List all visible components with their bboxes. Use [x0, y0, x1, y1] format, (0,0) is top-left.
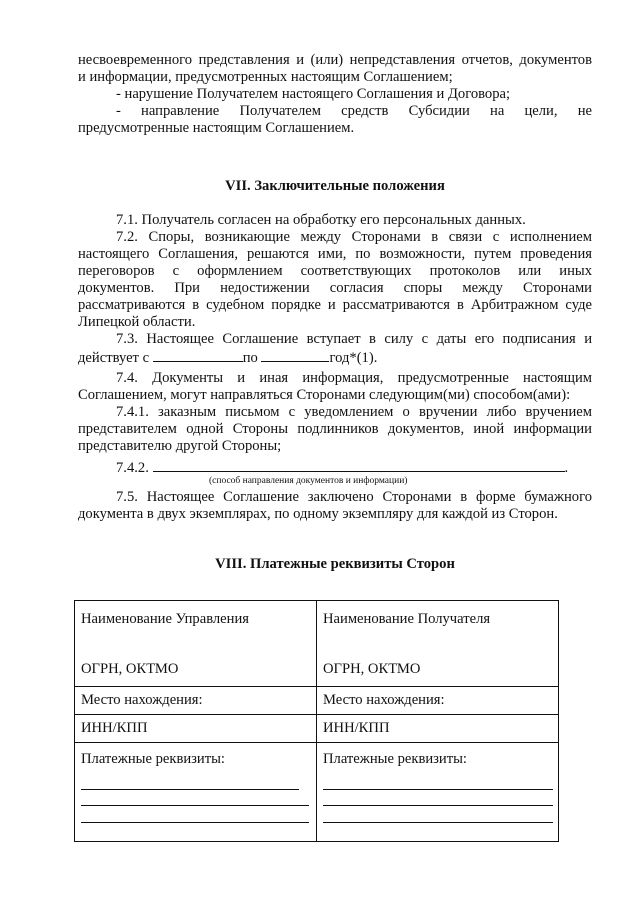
intro-paragraph-line: и информации, предусмотренных настоящим Соглашением; [78, 69, 453, 85]
table-cell-right-location [317, 687, 559, 715]
left-inn-label: ИНН/КПП [81, 720, 148, 736]
right-payment-line [323, 805, 553, 806]
table-row [75, 743, 559, 842]
table-cell-right-inn [317, 715, 559, 743]
clause-7-4-1-line: 7.4.1. заказным письмом с уведомлением о вручении либо вручением [116, 404, 592, 420]
right-payment-line [323, 789, 553, 790]
left-location-label: Место нахождения: [81, 692, 203, 708]
table-row [75, 687, 559, 715]
clause-7-3-suffix: год*(1). [329, 350, 378, 366]
right-payment-line [323, 822, 553, 823]
left-payment-line [81, 822, 309, 823]
table-cell-left-name [75, 601, 317, 687]
method-caption: (способ направления документов и информации) [209, 476, 408, 486]
end-date-blank [261, 348, 329, 362]
intro-paragraph-line: несвоевременного представления и (или) непредставления отчетов, документов [78, 52, 592, 68]
clause-7-4-2-end: . [564, 460, 569, 476]
clause-7-4-line: Соглашением, могут направляться Сторонами следующим(ми) способом(ами): [78, 387, 571, 403]
section-8-heading: VIII. Платежные реквизиты Сторон [215, 556, 455, 572]
table-row [75, 715, 559, 743]
table-cell-right-payment [317, 743, 559, 842]
payment-details-table [74, 600, 559, 842]
clause-7-3-dates [78, 348, 592, 367]
left-ogrn-label: ОГРН, ОКТМО [81, 661, 179, 677]
clause-7-4-2 [78, 458, 592, 477]
right-ogrn-label: ОГРН, ОКТМО [323, 661, 421, 677]
clause-7-5-line: документа в двух экземплярах, по одному экземпляру для каждой из Сторон. [78, 506, 558, 522]
table-cell-left-location [75, 687, 317, 715]
violation-item: - нарушение Получателем настоящего Соглашения и Договора; [116, 86, 511, 102]
clause-7-4-1-line: представителю другой Стороны; [78, 438, 282, 454]
misuse-item-line: - направление Получателем средств Субсидии на цели, не [116, 103, 592, 119]
section-7-heading: VII. Заключительные положения [225, 178, 445, 194]
clause-7-3-mid: по [242, 350, 258, 366]
left-payment-label: Платежные реквизиты: [81, 751, 225, 767]
right-name-label: Наименование Получателя [323, 611, 491, 627]
clause-7-2-line: рассматриваются в судебном порядке и рассматриваются в Арбитражном суде [78, 297, 592, 313]
start-date-blank [153, 348, 243, 362]
table-cell-left-payment [75, 743, 317, 842]
table-cell-right-name [317, 601, 559, 687]
right-location-label: Место нахождения: [323, 692, 445, 708]
misuse-item-line: предусмотренные настоящим Соглашением. [78, 120, 355, 136]
table-cell-left-inn [75, 715, 317, 743]
clause-7-4-2-label: 7.4.2. [116, 460, 149, 476]
right-inn-label: ИНН/КПП [323, 720, 390, 736]
clause-7-2-line: 7.2. Споры, возникающие между Сторонами в связи с исполнением [116, 229, 592, 245]
left-payment-line [81, 805, 309, 806]
right-payment-label: Платежные реквизиты: [323, 751, 467, 767]
clause-7-2-line: документов. При недостижении согласия споры между Сторонами [78, 280, 592, 296]
clause-7-2-line: переговоров с оформлением соответствующих протоколов или иных [78, 263, 592, 279]
method-blank [153, 458, 565, 472]
clause-7-2-line: настоящего Соглашения, решаются ими, по возможности, путем проведения [78, 246, 592, 262]
clause-7-2-line: Липецкой области. [78, 314, 196, 330]
clause-7-3-prefix: действует с [78, 350, 150, 366]
clause-7-3-line: 7.3. Настоящее Соглашение вступает в силу с даты его подписания и [116, 331, 592, 347]
clause-7-5-line: 7.5. Настоящее Соглашение заключено Сторонами в форме бумажного [116, 489, 592, 505]
left-payment-line [81, 789, 299, 790]
clause-7-4-1-line: представителем одной Стороны подлинников документов, иной информации [78, 421, 592, 437]
clause-7-4-line: 7.4. Документы и иная информация, предусмотренные настоящим [116, 370, 592, 386]
table-row [75, 601, 559, 687]
left-name-label: Наименование Управления [81, 611, 249, 627]
clause-7-1: 7.1. Получатель согласен на обработку его персональных данных. [116, 212, 526, 228]
